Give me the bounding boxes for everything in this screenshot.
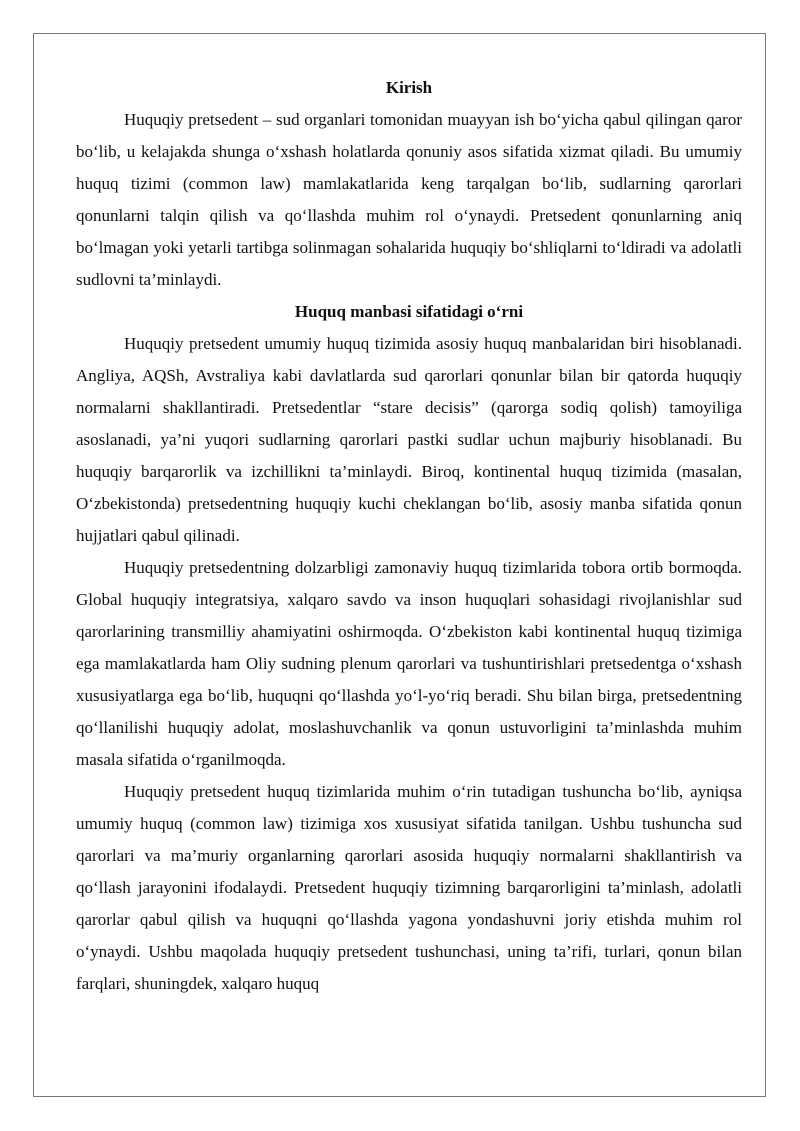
section-heading-kirish: Kirish — [385, 78, 433, 97]
section-subheading: Huquq manbasi sifatidagi o‘rni — [294, 302, 524, 321]
body-paragraph-2: Huquqiy pretsedentning dolzarbligi zamonaviy huquq tizimlarida tobora ortib bormoqda. Global huquqiy integratsiya, xalqaro savdo va inson huquqlari sohasidagi rivojlanishlar sud qarorlarining transmilliy ahamiyatini oshirmoqda. O‘zbekiston kabi kontinental huquq tizimiga ega mamlakatlarda ham Oliy sudning plenum qarorlari va tushuntirishlari pretsedentga o‘xshash xususiyatlarga ega bo‘lib, huquqni qo‘llashda yo‘l-yo‘riq beradi. Shu bilan birga, pretsedentning qo‘llanilishi huquqiy adolat, moslashuvchanlik va qonun ustuvorligini ta’minlashda muhim masala sifatida o‘rganilmoqda. — [76, 558, 742, 769]
intro-paragraph: Huquqiy pretsedent – sud organlari tomonidan muayyan ish bo‘yicha qabul qilingan qaror bo‘lib, u kelajakda shunga o‘xshash holatlarda qonuniy asos sifatida xizmat qiladi. Bu umumiy huquq tizimi (common law) mamlakatlarida keng tarqalgan bo‘lib, sudlarning qarorlari qonunlarni talqin qilish va qo‘llashda muhim rol o‘ynaydi. Pretsedent qonunlarning aniq bo‘lmagan yoki yetarli tartibga solinmagan sohalarida huquqiy bo‘shliqlarni to‘ldiradi va adolatli sudlovni ta’minlaydi. — [76, 110, 742, 289]
body-paragraph-1: Huquqiy pretsedent umumiy huquq tizimida asosiy huquq manbalaridan biri hisoblanadi. Angliya, AQSh, Avstraliya kabi davlatlarda sud qarorlari qonunlar bilan bir qatorda huquqiy normalarni shakllantiradi. Pretsedentlar “stare decisis” (qarorga sodiq qolish) tamoyiliga asoslanadi, ya’ni yuqori sudlarning qarorlari pastki sudlar uchun majburiy hisoblanadi. Bu huquqiy barqarorlik va izchillikni ta’minlaydi. Biroq, kontinental huquq tizimida (masalan, O‘zbekistonda) pretsedentning huquqiy kuchi cheklangan bo‘lib, asosiy manba sifatida qonun hujjatlari qabul qilinadi. — [76, 334, 742, 545]
document-body — [76, 72, 742, 1000]
body-paragraph-3: Huquqiy pretsedent huquq tizimlarida muhim o‘rin tutadigan tushuncha bo‘lib, ayniqsa umumiy huquq (common law) tizimiga xos xususiyat sifatida tanilgan. Ushbu tushuncha sud qarorlari va ma’muriy organlarning qarorlari asosida huquqiy normalarni shakllantirish va qo‘llash jarayonini ifodalaydi. Pretsedent huquqiy tizimning barqarorligini ta’minlash, adolatli qarorlar qabul qilish va huquqni qo‘llashda yagona yondashuvni joriy etishda muhim rol o‘ynaydi. Ushbu maqolada huquqiy pretsedent tushunchasi, uning ta’rifi, turlari, qonun bilan farqlari, shuningdek, xalqaro huquq — [76, 782, 742, 993]
